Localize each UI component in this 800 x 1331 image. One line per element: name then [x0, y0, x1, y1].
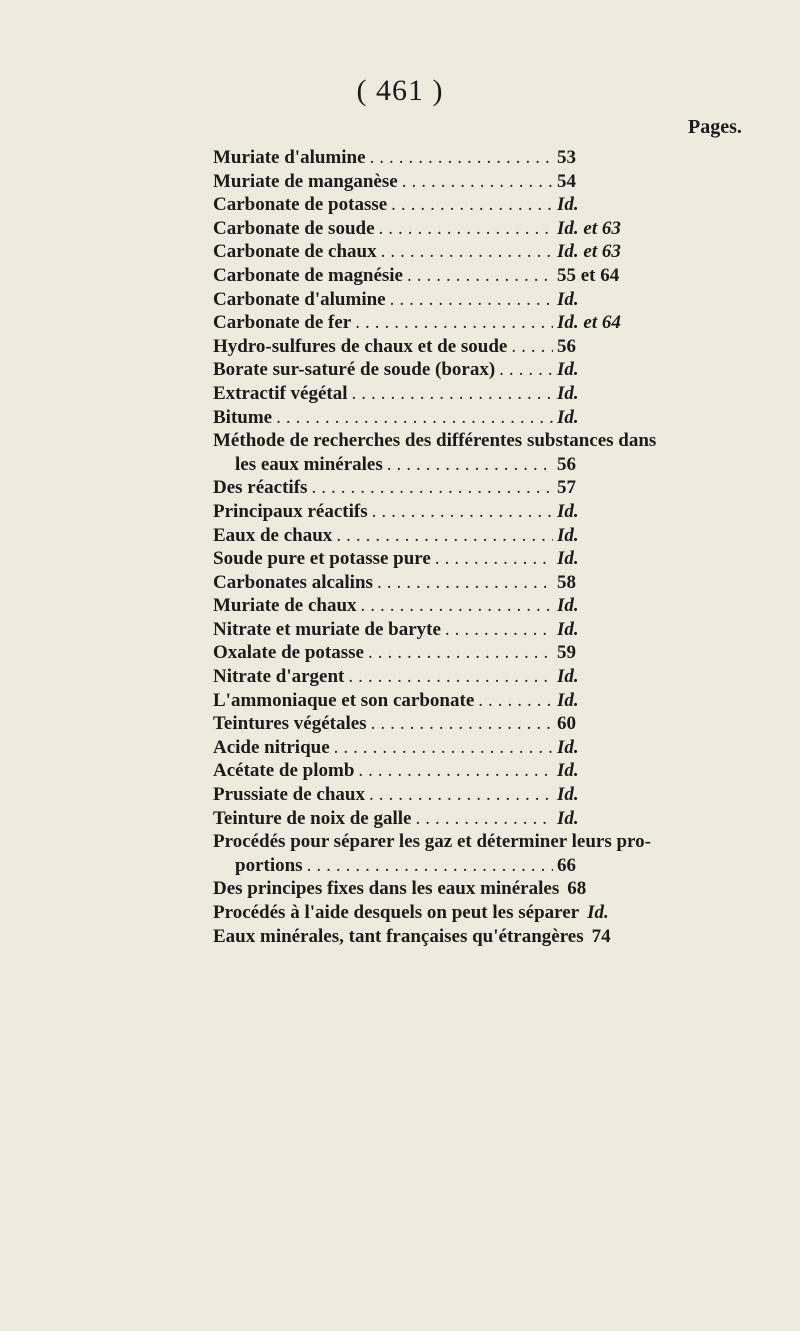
toc-entry [213, 358, 653, 382]
toc-entry-label: Carbonate de soude [213, 217, 375, 239]
dot-leader [370, 146, 553, 170]
toc-entry-page: Id. [557, 807, 579, 829]
toc-entry-label: Des principes fixes dans les eaux minérales [213, 878, 560, 900]
toc-entry-label: Carbonate de chaux [213, 241, 377, 263]
toc-entry-label: Nitrate et muriate de baryte [213, 618, 441, 640]
toc-entry [213, 335, 653, 359]
toc-entry [213, 476, 653, 500]
toc-entry [213, 830, 653, 877]
dot-leader [307, 854, 553, 878]
toc-entry-label: Prussiate de chaux [213, 784, 365, 806]
dot-leader [355, 311, 553, 335]
toc-entry-page: Id. [557, 760, 579, 782]
toc-entry-label: Méthode de recherches des différentes substances dans [213, 430, 657, 452]
toc-entry-page: Id. [557, 406, 579, 428]
toc-entry-page: 74 [591, 925, 611, 947]
toc-entry [213, 240, 653, 264]
toc-entry [213, 712, 653, 736]
pages-column-header: Pages. [688, 116, 742, 138]
dot-leader [390, 288, 553, 312]
toc-entry [213, 170, 653, 194]
toc-entry-page: 59 [557, 642, 576, 664]
toc-entry [213, 618, 653, 642]
toc-entry [213, 807, 653, 831]
dot-leader [358, 759, 553, 783]
toc-entry [213, 571, 653, 595]
dot-leader [334, 736, 553, 760]
dot-leader [381, 240, 553, 264]
dot-leader [377, 571, 553, 595]
toc-entry-label: Teinture de noix de galle [213, 807, 412, 829]
toc-entry-page: 54 [557, 170, 576, 192]
dot-leader [499, 358, 553, 382]
toc-entry-page: Id. [557, 500, 579, 522]
table-of-contents [213, 146, 657, 948]
toc-entry-label: Eaux de chaux [213, 524, 333, 546]
toc-entry-label: Procédés pour séparer les gaz et déterminer leurs pro- [213, 831, 651, 853]
toc-entry-label: Eaux minérales, tant françaises qu'étrangères [213, 925, 584, 947]
toc-entry-page: Id. [587, 902, 609, 923]
dot-leader [415, 807, 553, 831]
toc-entry [213, 689, 653, 713]
toc-entry [213, 736, 653, 760]
toc-entry-page: Id. [557, 359, 579, 381]
toc-entry-page: 57 [557, 477, 576, 499]
toc-entry-page: 55 et 64 [557, 264, 620, 286]
dot-leader [276, 406, 553, 430]
toc-entry-label: Muriate de manganèse [213, 170, 398, 192]
dot-leader [407, 264, 553, 288]
toc-entry-page: 56 [557, 453, 576, 475]
toc-entry [213, 783, 653, 807]
toc-entry-page: 68 [567, 878, 587, 900]
toc-entry-page: 60 [557, 713, 576, 735]
toc-entry-page: 58 [557, 571, 576, 593]
dot-leader [348, 665, 553, 689]
toc-entry-label: L'ammoniaque et son carbonate [213, 689, 475, 711]
dot-leader [371, 712, 553, 736]
toc-entry-label: Extractif végétal [213, 382, 348, 404]
toc-entry-page: Id. [557, 194, 579, 216]
dot-leader [379, 217, 553, 241]
toc-entry-label: portions [235, 854, 303, 876]
toc-entry [213, 877, 653, 901]
dot-leader [387, 453, 553, 477]
dot-leader [435, 547, 553, 571]
dot-leader [336, 524, 553, 548]
toc-entry-label: Carbonate de potasse [213, 194, 388, 216]
toc-entry-page: Id. et 63 [557, 217, 621, 239]
toc-entry [213, 524, 653, 548]
dot-leader [352, 382, 553, 406]
toc-entry-label: Principaux réactifs [213, 500, 368, 522]
toc-entry-label: Carbonate de fer [213, 312, 352, 334]
toc-entry-page: 56 [557, 335, 576, 357]
toc-entry-page: Id. [557, 689, 579, 711]
toc-entry [213, 406, 653, 430]
dot-leader [478, 689, 553, 713]
toc-entry-label: Soude pure et potasse pure [213, 548, 431, 570]
dot-leader [369, 783, 553, 807]
toc-entry-page: Id. [557, 288, 579, 310]
toc-entry-page: Id. [557, 548, 579, 570]
toc-entry-label: Acide nitrique [213, 736, 330, 758]
toc-entry [213, 288, 653, 312]
toc-entry-page: Id. [557, 595, 579, 617]
toc-entry-label: Des réactifs [213, 477, 308, 499]
toc-entry [213, 901, 653, 925]
toc-entry [213, 547, 653, 571]
toc-entry [213, 925, 653, 949]
toc-entry-label: Carbonates alcalins [213, 571, 373, 593]
toc-entry-page: Id. [557, 524, 579, 546]
toc-entry [213, 146, 653, 170]
toc-entry-page: Id. [557, 618, 579, 640]
toc-entry-page: Id. et 64 [557, 312, 621, 334]
toc-entry-label: Borate sur-saturé de soude (borax) [213, 359, 496, 381]
toc-entry-label: Acétate de plomb [213, 760, 355, 782]
toc-entry-label: les eaux minérales [235, 453, 383, 475]
toc-entry-label: Procédés à l'aide desquels on peut les séparer [213, 902, 580, 923]
toc-entry [213, 641, 653, 665]
toc-entry-label: Oxalate de potasse [213, 642, 364, 664]
toc-entry-page: Id. [557, 666, 579, 688]
dot-leader [391, 193, 553, 217]
dot-leader [372, 500, 553, 524]
page-number: ( 461 ) [356, 74, 444, 107]
toc-entry-label: Nitrate d'argent [213, 666, 345, 688]
toc-entry-page: Id. [557, 382, 579, 404]
toc-entry-label: Teintures végétales [213, 713, 367, 735]
dot-leader [445, 618, 553, 642]
dot-leader [368, 641, 553, 665]
toc-entry-label: Carbonate d'alumine [213, 288, 386, 310]
toc-entry-label: Muriate d'alumine [213, 147, 366, 168]
dot-leader [361, 594, 553, 618]
toc-entry-page: Id. [557, 784, 579, 806]
toc-entry-page: Id. [557, 736, 579, 758]
toc-entry-page: 53 [557, 147, 576, 168]
toc-entry-label: Hydro-sulfures de chaux et de soude [213, 335, 508, 357]
toc-entry-label: Bitume [213, 406, 273, 428]
toc-entry-label: Carbonate de magnésie [213, 264, 403, 286]
toc-entry [213, 217, 653, 241]
toc-entry [213, 382, 653, 406]
dot-leader [511, 335, 553, 359]
toc-entry [213, 193, 653, 217]
toc-entry [213, 665, 653, 689]
toc-entry-label: Muriate de chaux [213, 595, 357, 617]
toc-entry [213, 264, 653, 288]
toc-entry [213, 429, 657, 476]
dot-leader [402, 170, 553, 194]
dot-leader [311, 476, 553, 500]
toc-entry-page: 66 [557, 854, 576, 876]
toc-entry [213, 594, 653, 618]
toc-entry-page: Id. et 63 [557, 241, 621, 263]
toc-entry [213, 759, 653, 783]
toc-entry [213, 311, 653, 335]
toc-entry [213, 500, 653, 524]
